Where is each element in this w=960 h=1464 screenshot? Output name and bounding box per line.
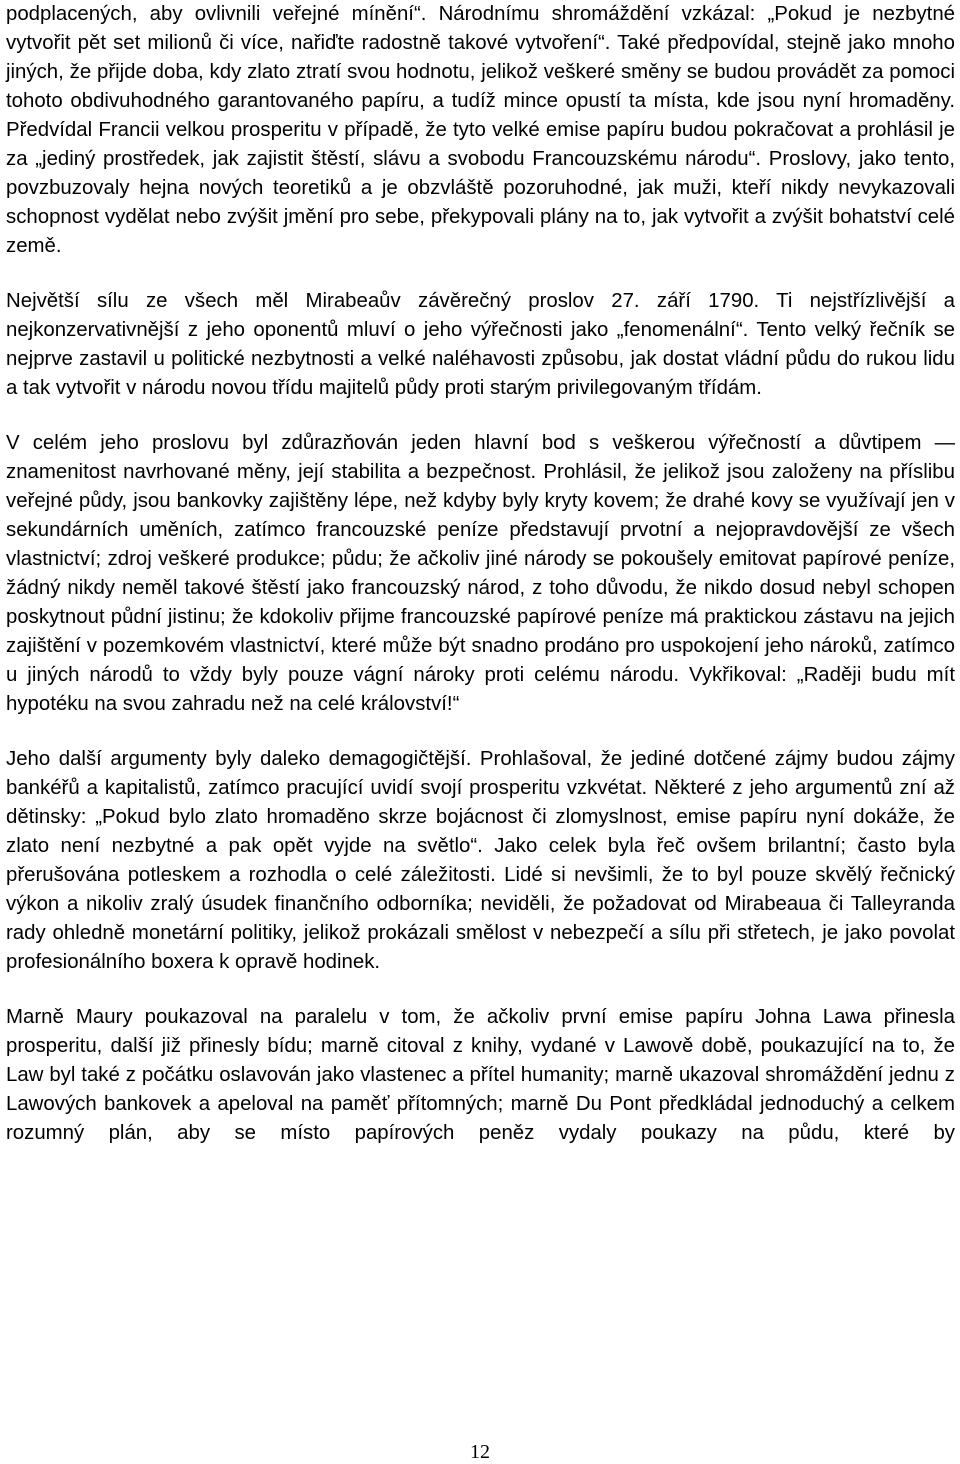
paragraph-gap <box>6 261 955 287</box>
paragraph-gap <box>6 403 955 429</box>
paragraph-2: Největší sílu ze všech měl Mirabeaův závěrečný proslov 27. září 1790. Ti nejstřízlivější a nejkonzervativnější z jeho oponentů mluví o jeho výřečnosti jako „fenomenální“. Tento velký řečník se nejprve zastavil u politické nezbytnosti a velké naléhavosti způsobu, jak dostat vládní půdu do rukou lidu a tak vytvořit v národu novou třídu majitelů půdy proti starým privilegovaným třídám. <box>6 290 955 399</box>
paragraph-3: V celém jeho proslovu byl zdůrazňován jeden hlavní bod s veškerou výřečností a důvtipem — znamenitost navrhované měny, její stabilita a bezpečnost. Prohlásil, že jelikož jsou založeny na příslibu veřejné půdy, jsou bankovky zajištěny lépe, než kdyby byly kryty kovem; že drahé kovy se využívají jen v sekundárních uměních, zatímco francouzské peníze představují prvotní a nejopravdovější ze všech vlastnictví; zdroj veškeré produkce; půdu; že ačkoliv jiné národy se pokoušely emitovat papírové peníze, žádný nikdy neměl takové štěstí jako francouzský národ, z toho důvodu, že nikdo dosud nebyl schopen poskytnout půdní jistinu; že kdokoliv přijme francouzské papírové peníze má praktickou zástavu na jejich zajištění v pozemkovém vlastnictví, které může být snadno prodáno pro uspokojení jeho nároků, zatímco u jiných národů to vždy byly pouze vágní nároky proti celému národu. Vykřikoval: „Raději budu mít hypotéku na svou zahradu než na celé království!“ <box>6 432 955 715</box>
page-number: 12 <box>470 1441 490 1463</box>
paragraph-gap <box>6 977 955 1003</box>
paragraph-gap <box>6 719 955 745</box>
paragraph-1: podplacených, aby ovlivnili veřejné mínění“. Národnímu shromáždění vzkázal: „Pokud je nezbytné vytvořit pět set milionů či více, nařiďte radostně takové vytvoření“. Také předpovídal, stejně jako mnoho jiných, že přijde doba, kdy zlato ztratí svou hodnotu, jelikož veškeré směny se budou provádět za pomoci tohoto obdivuhodného garantovaného papíru, a tudíž mince opustí ta místa, kde jsou nyní hromaděny. Předvídal Francii velkou prosperitu v případě, že tyto velké emise papíru budou pokračovat a prohlásil je za „jediný prostředek, jak zajistit štěstí, slávu a svobodu Francouzskému národu“. Proslovy, jako tento, povzbuzovaly hejna nových teoretiků a je obzvláště pozoruhodné, jak muži, kteří nikdy nevykazovali schopnost vydělat nebo zvýšit jmění pro sebe, překypovali plány na to, jak vytvořit a zvýšit bohatství celé země. <box>6 3 955 257</box>
paragraph-5: Marně Maury poukazoval na paralelu v tom, že ačkoliv první emise papíru Johna Lawa přinesla prosperitu, další již přinesly bídu; marně citoval z knihy, vydané v Lawově době, poukazující na to, že Law byl také z počátku oslavován jako vlastenec a přítel humanity; marně ukazoval shromáždění jednu z Lawových bankovek a apeloval na paměť přítomných; marně Du Pont předkládal jednoduchý a celkem rozumný plán, aby se místo papírových peněz vydaly poukazy na půdu, které by <box>6 1006 955 1144</box>
document-page <box>6 0 955 1148</box>
paragraph-4: Jeho další argumenty byly daleko demagogičtější. Prohlašoval, že jediné dotčené zájmy budou zájmy bankéřů a kapitalistů, zatímco pracující uvidí svojí prosperitu vzkvétat. Některé z jeho argumentů zní až dětinsky: „Pokud bylo zlato hromaděno skrze bojácnost či zlomyslnost, emise papíru nyní dokáže, že zlato není nezbytné a pak opět vyjde na světlo“. Jako celek byla řeč ovšem brilantní; často byla přerušována potleskem a rozhodla o celé záležitosti. Lidé si nevšimli, že to byl pouze skvělý řečnický výkon a nikoliv zralý úsudek finančního odborníka; neviděli, že požadovat od Mirabeaua či Talleyranda rady ohledně monetární politiky, jelikož prokázali smělost v nebezpečí a sílu při střetech, je jako povolat profesionálního boxera k opravě hodinek. <box>6 748 955 973</box>
